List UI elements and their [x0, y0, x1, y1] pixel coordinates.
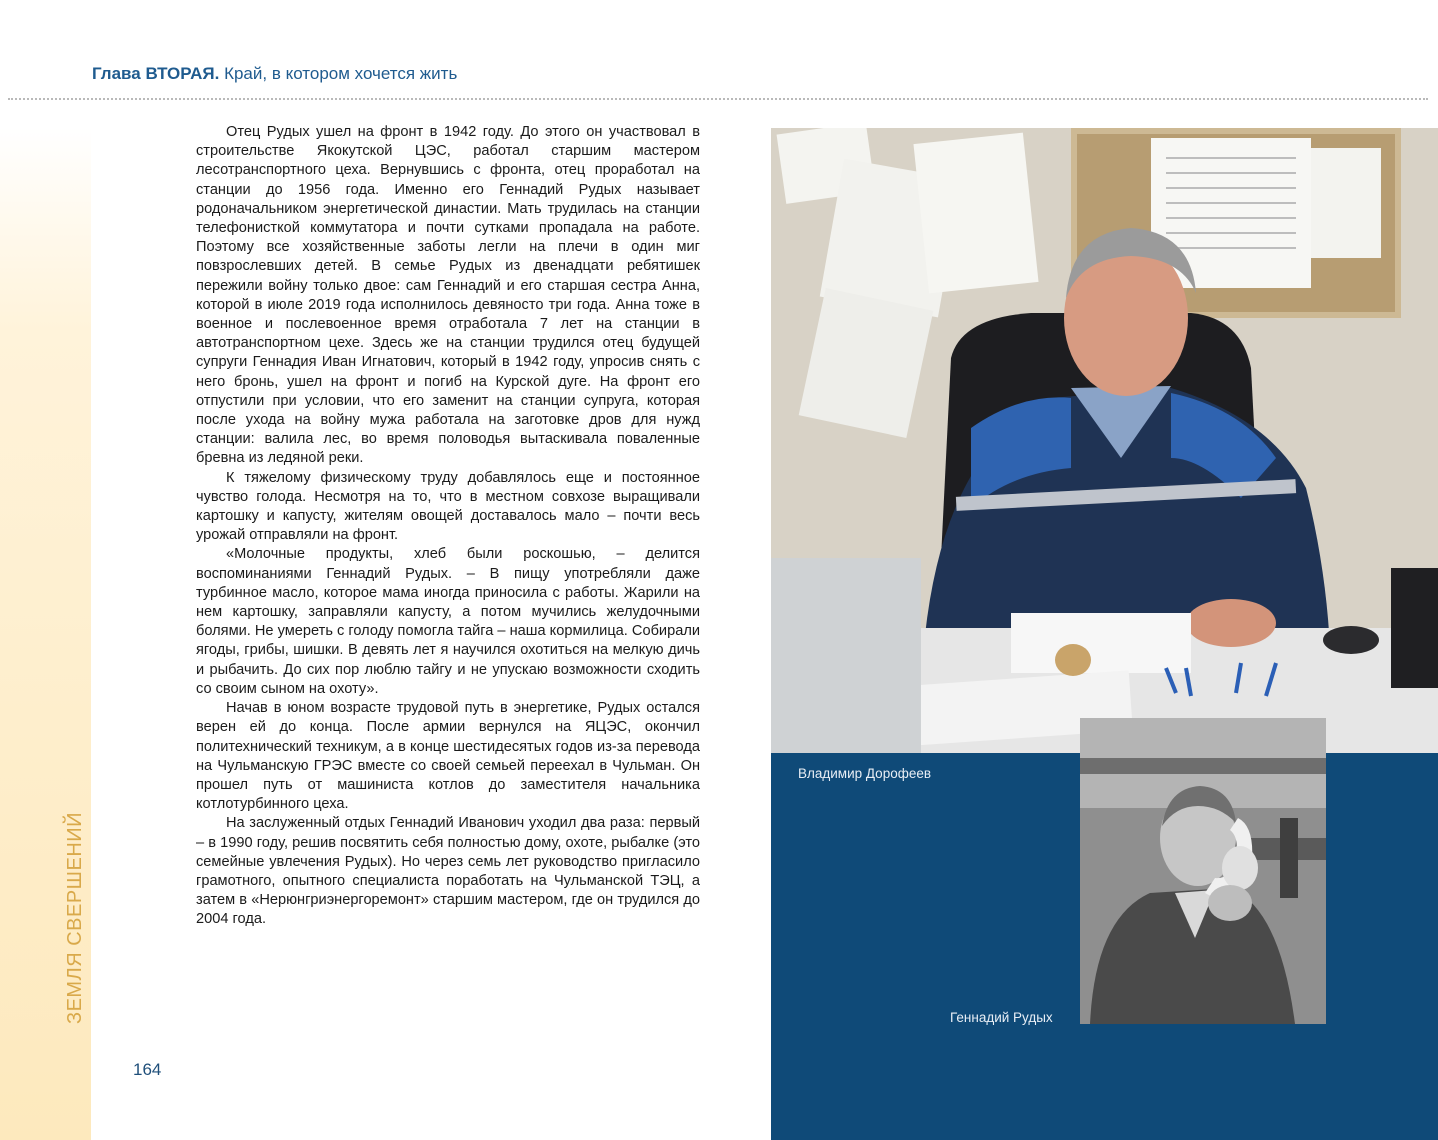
side-strip-top: [0, 0, 91, 128]
side-book-title: ЗЕМЛЯ СВЕРШЕНИЙ: [64, 811, 86, 1024]
photo-gennadiy-rudykh: [1080, 718, 1326, 1024]
paragraph: Отец Рудых ушел на фронт в 1942 году. До этого он участвовал в строительстве Якокутской ЦЭС, работал старшим мастером лесотранспортного цеха. Вернувшись с фронта, отец проработал на станции до 1956 года. Именно его Геннадий Рудых называет родоначальником энергетической династии. Мать трудилась на станции телефонисткой коммутатора и почти сутками пропадала на работе. Поэтому все хозяйственные заботы легли на плечи в один миг повзрослевших детей. В семье Рудых из двенадцати ребятишек пережили войну только двое: сам Геннадий и его старшая сестра Анна, которой в июле 2019 года исполнилось девяносто три года. Анна тоже в военное и послевоенное время отработала 7 лет на станции в автотранспортном цехе. Здесь же на станции трудился отец будущей супруги Геннадия Иван Игнатович, который в 1942 году, упросив снять с него бронь, ушел на фронт и погиб на Курской дуге. На фронт его отпустили при условии, что его заменит на станции супруга, которая после ухода на войну мужа работала на заготовке дров для нужд станции: валила лес, во время половодья вытаскивала поваленные бревна из ледяной реки.: [196, 124, 700, 467]
paragraph: Начав в юном возрасте трудовой путь в энергетике, Рудых остался верен ей до конца. После армии вернулся на ЯЦЭС, окончил политехнический техникум, а в конце шестидесятых годов из-за перевода на Чульманскую ГРЭС вместе со своей семьей переехал в Чульман. Он прошел путь от машиниста котлов до заместителя начальника котлотурбинного цеха.: [196, 700, 700, 813]
paragraph: К тяжелому физическому труду добавлялось еще и постоянное чувство голода. Несмотря на то, что в местном совхозе выращивали картошку и капусту, жителям овощей доставалось мало – почти весь урожай отправляли на фронт.: [196, 469, 700, 544]
paragraph: «Молочные продукты, хлеб были роскошью, – делится воспоминаниями Геннадий Рудых. – В пищу употребляли даже турбинное масло, которое мама иногда приносила с работы. Жарили на нем картошку, заправляли капусту, а потом мучились желудочными болями. Не умереть с голоду помогла тайга – наша кормилица. Собирали ягоды, грибы, шишки. В девять лет я научился охотиться на мелкую дичь и рыбачить. До сих пор люблю тайгу и не упускаю возможности сходить со своим сыном на охоту».: [196, 546, 700, 697]
bw-portrait-illustration: [1080, 718, 1326, 1024]
header-divider: [8, 98, 1428, 100]
chapter-number: Глава ВТОРАЯ.: [92, 64, 220, 83]
page-number: 164: [133, 1060, 162, 1079]
article-body: [196, 123, 700, 930]
caption-main-photo: Владимир Дорофеев: [798, 766, 932, 781]
office-portrait-illustration: [771, 128, 1438, 753]
paragraph: На заслуженный отдых Геннадий Иванович уходил два раза: первый – в 1990 году, решив посвятить себя полностью дому, охоте, рыбалке (это семейные увлечения Рудых). Но через семь лет руководство пригласило грамотного, опытного специалиста поработать на Чульманской ТЭЦ, а затем в «Нерюнгриэнергоремонт» старшим мастером, где он трудился до 2004 года.: [196, 815, 700, 928]
photo-vladimir-dorofeev: [771, 128, 1438, 753]
caption-bw-photo: Геннадий Рудых: [950, 1010, 1053, 1025]
chapter-title: Край, в котором хочется жить: [224, 64, 458, 83]
chapter-header: [92, 64, 457, 84]
